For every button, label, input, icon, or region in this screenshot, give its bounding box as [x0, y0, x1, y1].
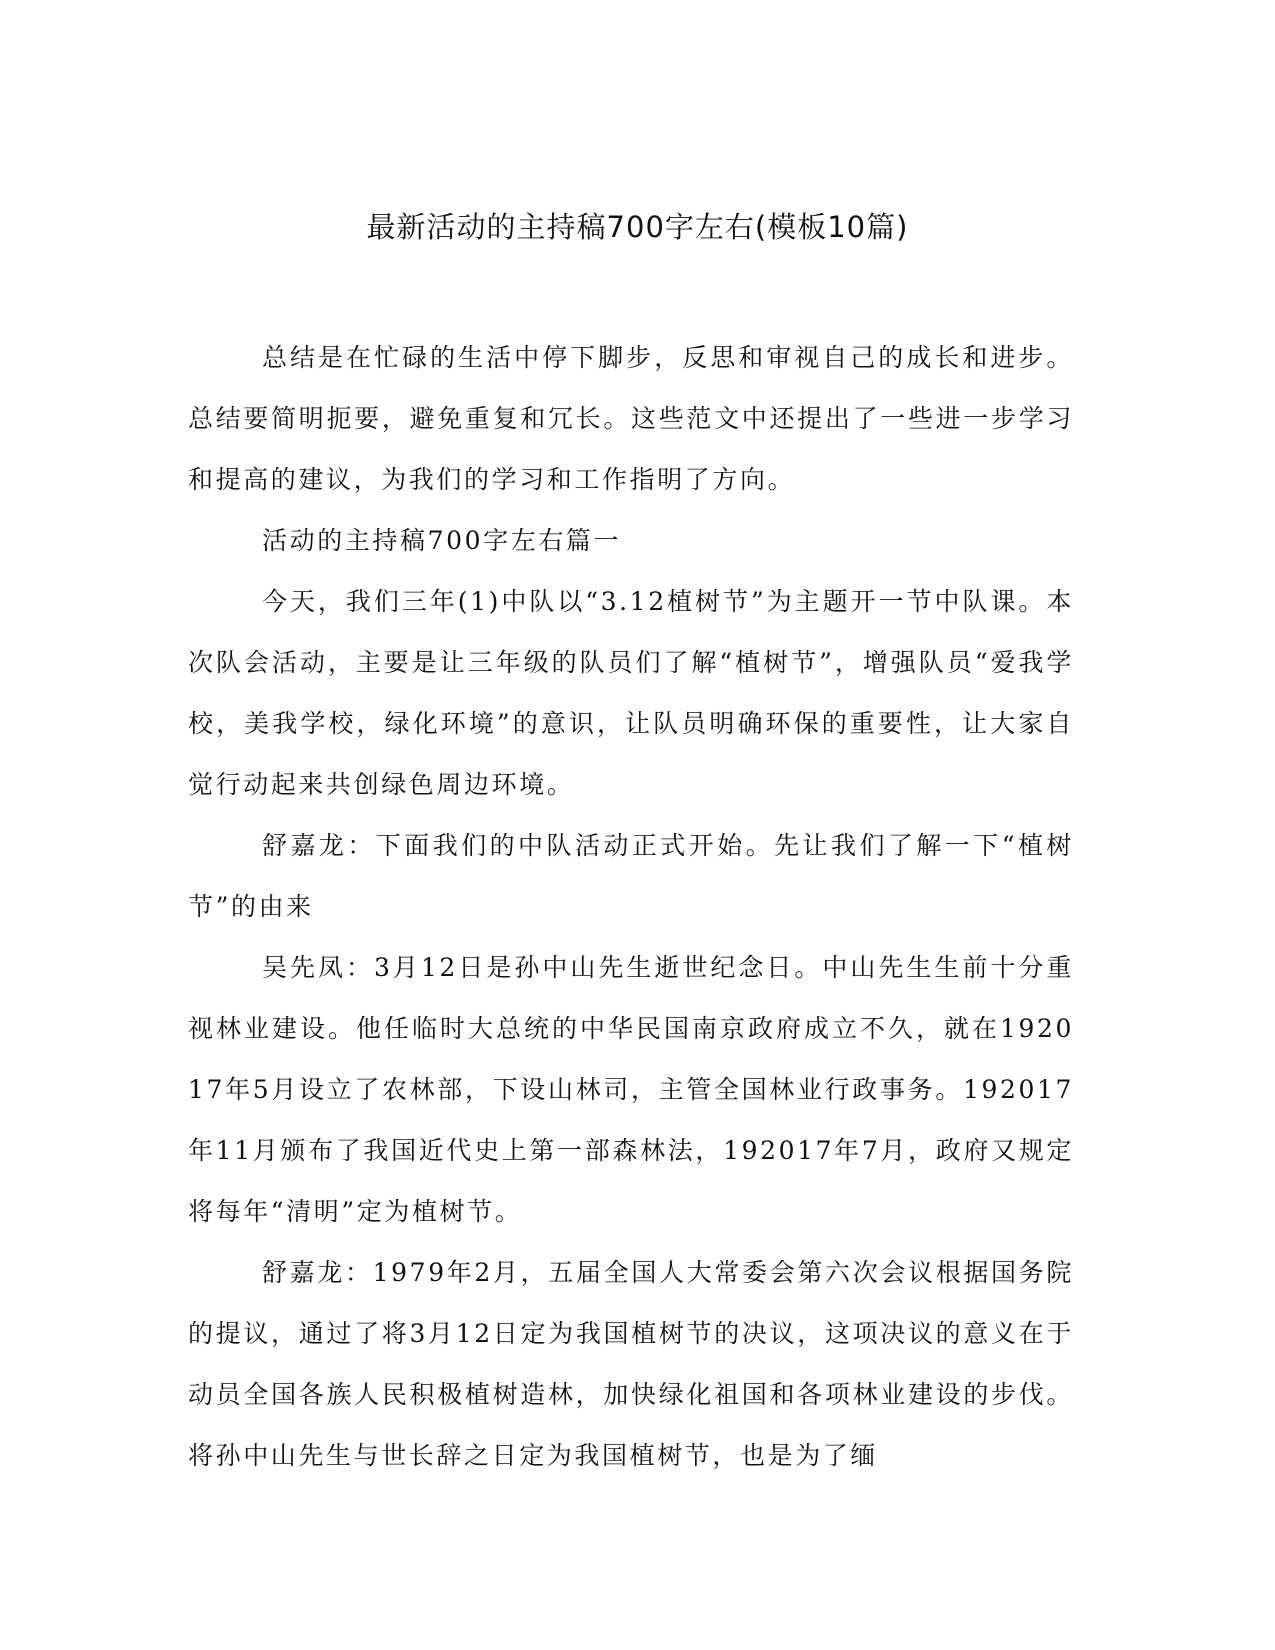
intro-paragraph: 总结是在忙碌的生活中停下脚步，反思和审视自己的成长和进步。总结要简明扼要，避免重复和冗长。这些范文中还提出了一些进一步学习和提高的建议，为我们的学习和工作指明了方向。 — [188, 343, 1074, 494]
document-body — [188, 327, 1074, 1486]
dialogue-paragraph: 吴先凤：3月12日是孙中山先生逝世纪念日。中山先生生前十分重视林业建设。他任临时大总统的中华民国南京政府成立不久，就在192017年5月设立了农林部，下设山林司，主管全国林业行政事务。192017年11月颁布了我国近代史上第一部森林法，192017年7月，政府又规定将每年“清明”定为植树节。 — [188, 953, 1074, 1226]
body-paragraph: 今天，我们三年(1)中队以“3.12植树节”为主题开一节中队课。本次队会活动，主要是让三年级的队员们了解“植树节”，增强队员“爱我学校，美我学校，绿化环境”的意识，让队员明确环保的重要性，让大家自觉行动起来共创绿色周边环境。 — [188, 587, 1074, 799]
dialogue-paragraph: 舒嘉龙：下面我们的中队活动正式开始。先让我们了解一下“植树节”的由来 — [188, 831, 1074, 921]
section-heading: 活动的主持稿700字左右篇一 — [262, 526, 622, 555]
document-title: 最新活动的主持稿700字左右(模板10篇) — [366, 210, 909, 244]
dialogue-paragraph: 舒嘉龙：1979年2月，五届全国人大常委会第六次会议根据国务院的提议，通过了将3月12日定为我国植树节的决议，这项决议的意义在于动员全国各族人民积极植树造林，加快绿化祖国和各项林业建设的步伐。将孙中山先生与世长辞之日定为我国植树节，也是为了缅 — [188, 1258, 1074, 1470]
